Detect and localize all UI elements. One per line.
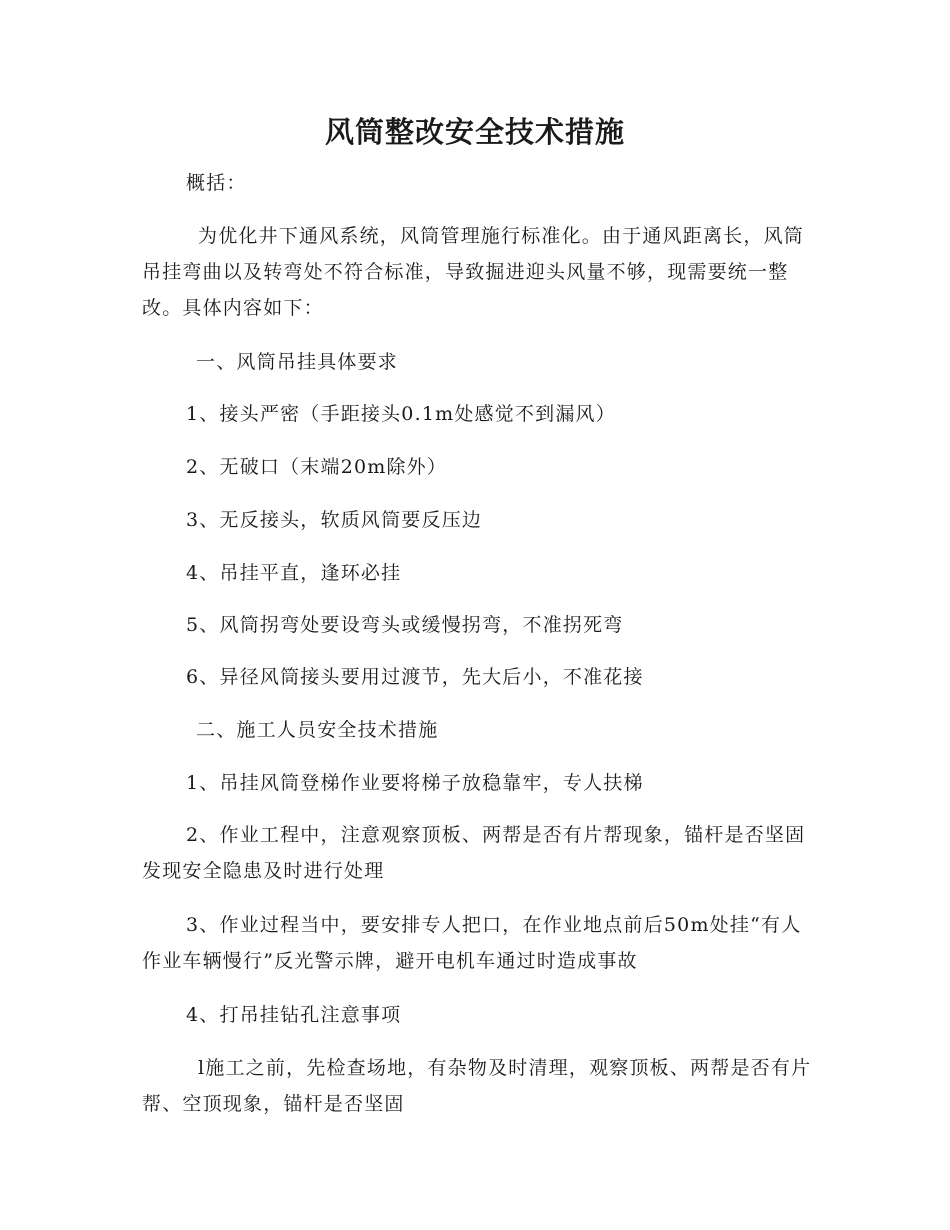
section1-item-5: 5、风筒拐弯处要设弯头或缓慢拐弯，不准拐死弯 [186, 614, 624, 636]
section2-item-2: 2、作业工程中，注意观察顶板、两帮是否有片帮现象，锚杆是否坚固发现安全隐患及时进行处理 [142, 824, 806, 882]
section2-heading: 二、施工人员安全技术措施 [196, 719, 439, 741]
section1-item-4: 4、吊挂平直，逢环必挂 [186, 562, 402, 584]
section1-item-2: 2、无破口（末端20m除外） [186, 456, 448, 478]
section2-item-1: 1、吊挂风筒登梯作业要将梯子放稳靠牢，专人扶梯 [186, 772, 644, 794]
section2-item-4: 4、打吊挂钻孔注意事项 [186, 1004, 402, 1026]
section2-item-3: 3、作业过程当中，要安排专人把口，在作业地点前后50m处挂“有人作业车辆慢行”反光警示牌，避开电机车通过时造成事故 [142, 914, 802, 972]
section2-item-5: l施工之前，先检查场地，有杂物及时清理，观察顶板、两帮是否有片帮、空顶现象，锚杆是否坚固 [142, 1057, 812, 1115]
section1-item-1: 1、接头严密（手距接头0.1m处感觉不到漏风） [186, 403, 616, 425]
document-title: 风筒整改安全技术措施 [324, 115, 625, 149]
summary-label: 概括： [186, 172, 247, 194]
intro-paragraph: 为优化井下通风系统，风筒管理施行标准化。由于通风距离长，风筒吊挂弯曲以及转弯处不符合标准，导致掘进迎头风量不够，现需要统一整改。具体内容如下： [142, 225, 805, 319]
section1-heading: 一、风筒吊挂具体要求 [196, 351, 399, 373]
section1-item-3: 3、无反接头，软质风筒要反压边 [186, 509, 483, 531]
section1-item-6: 6、异径风筒接头要用过渡节，先大后小，不准花接 [186, 666, 644, 688]
